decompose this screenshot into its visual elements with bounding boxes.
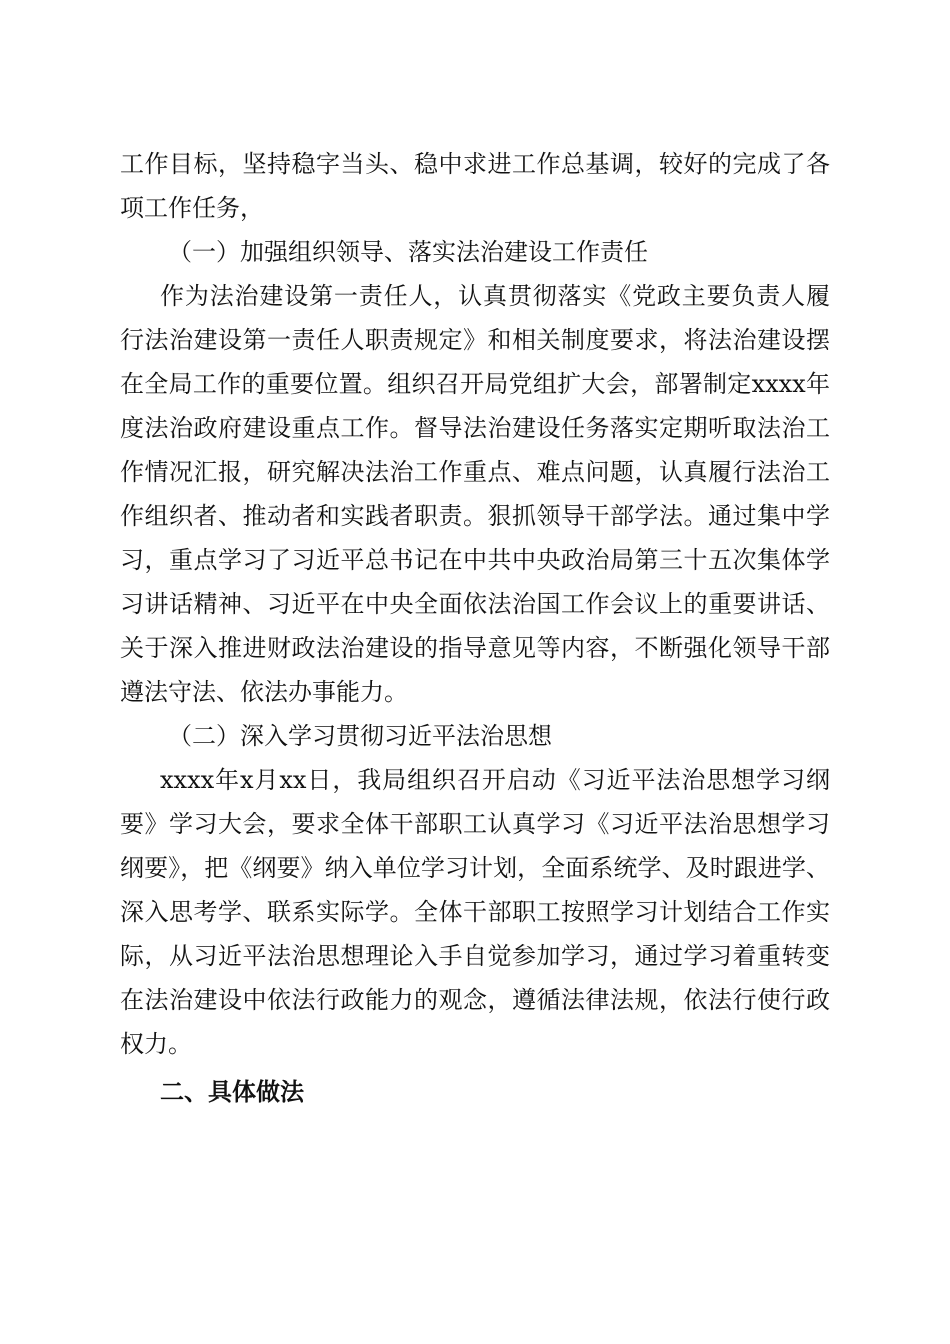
section-2-heading: （二）深入学习贯彻习近平法治思想 — [168, 722, 552, 750]
section-2-body: xxxx年x月xx日，我局组织召开启动《习近平法治思想学习纲要》学习大会，要求全体干部职工认真学习《习近平法治思想学习纲要》，把《纲要》纳入单位学习计划，全面系统学、及时跟进学、深入思考学、联系实际学。全体干部职工按照学习计划结合工作实际，从习近平法治思想理论入手自觉参加学习，通过学习着重转变在法治建设中依法行政能力的观念，遵循法律法规，依法行使行政权力。 — [120, 766, 830, 1058]
document-body — [120, 142, 830, 1114]
section-1-body: 作为法治建设第一责任人，认真贯彻落实《党政主要负责人履行法治建设第一责任人职责规定》和相关制度要求，将法治建设摆在全局工作的重要位置。组织召开局党组扩大会，部署制定xxxx年度法治政府建设重点工作。督导法治建设任务落实定期听取法治工作情况汇报，研究解决法治工作重点、难点问题，认真履行法治工作组织者、推动者和实践者职责。狠抓领导干部学法。通过集中学习，重点学习了习近平总书记在中共中央政治局第三十五次集体学习讲话精神、习近平在中央全面依法治国工作会议上的重要讲话、关于深入推进财政法治建设的指导意见等内容，不断强化领导干部遵法守法、依法办事能力。 — [120, 282, 830, 706]
section-1-heading: （一）加强组织领导、落实法治建设工作责任 — [168, 238, 648, 266]
part-2-heading: 二、具体做法 — [160, 1077, 304, 1106]
intro-paragraph-tail: 工作目标，坚持稳字当头、稳中求进工作总基调，较好的完成了各项工作任务， — [120, 150, 830, 222]
